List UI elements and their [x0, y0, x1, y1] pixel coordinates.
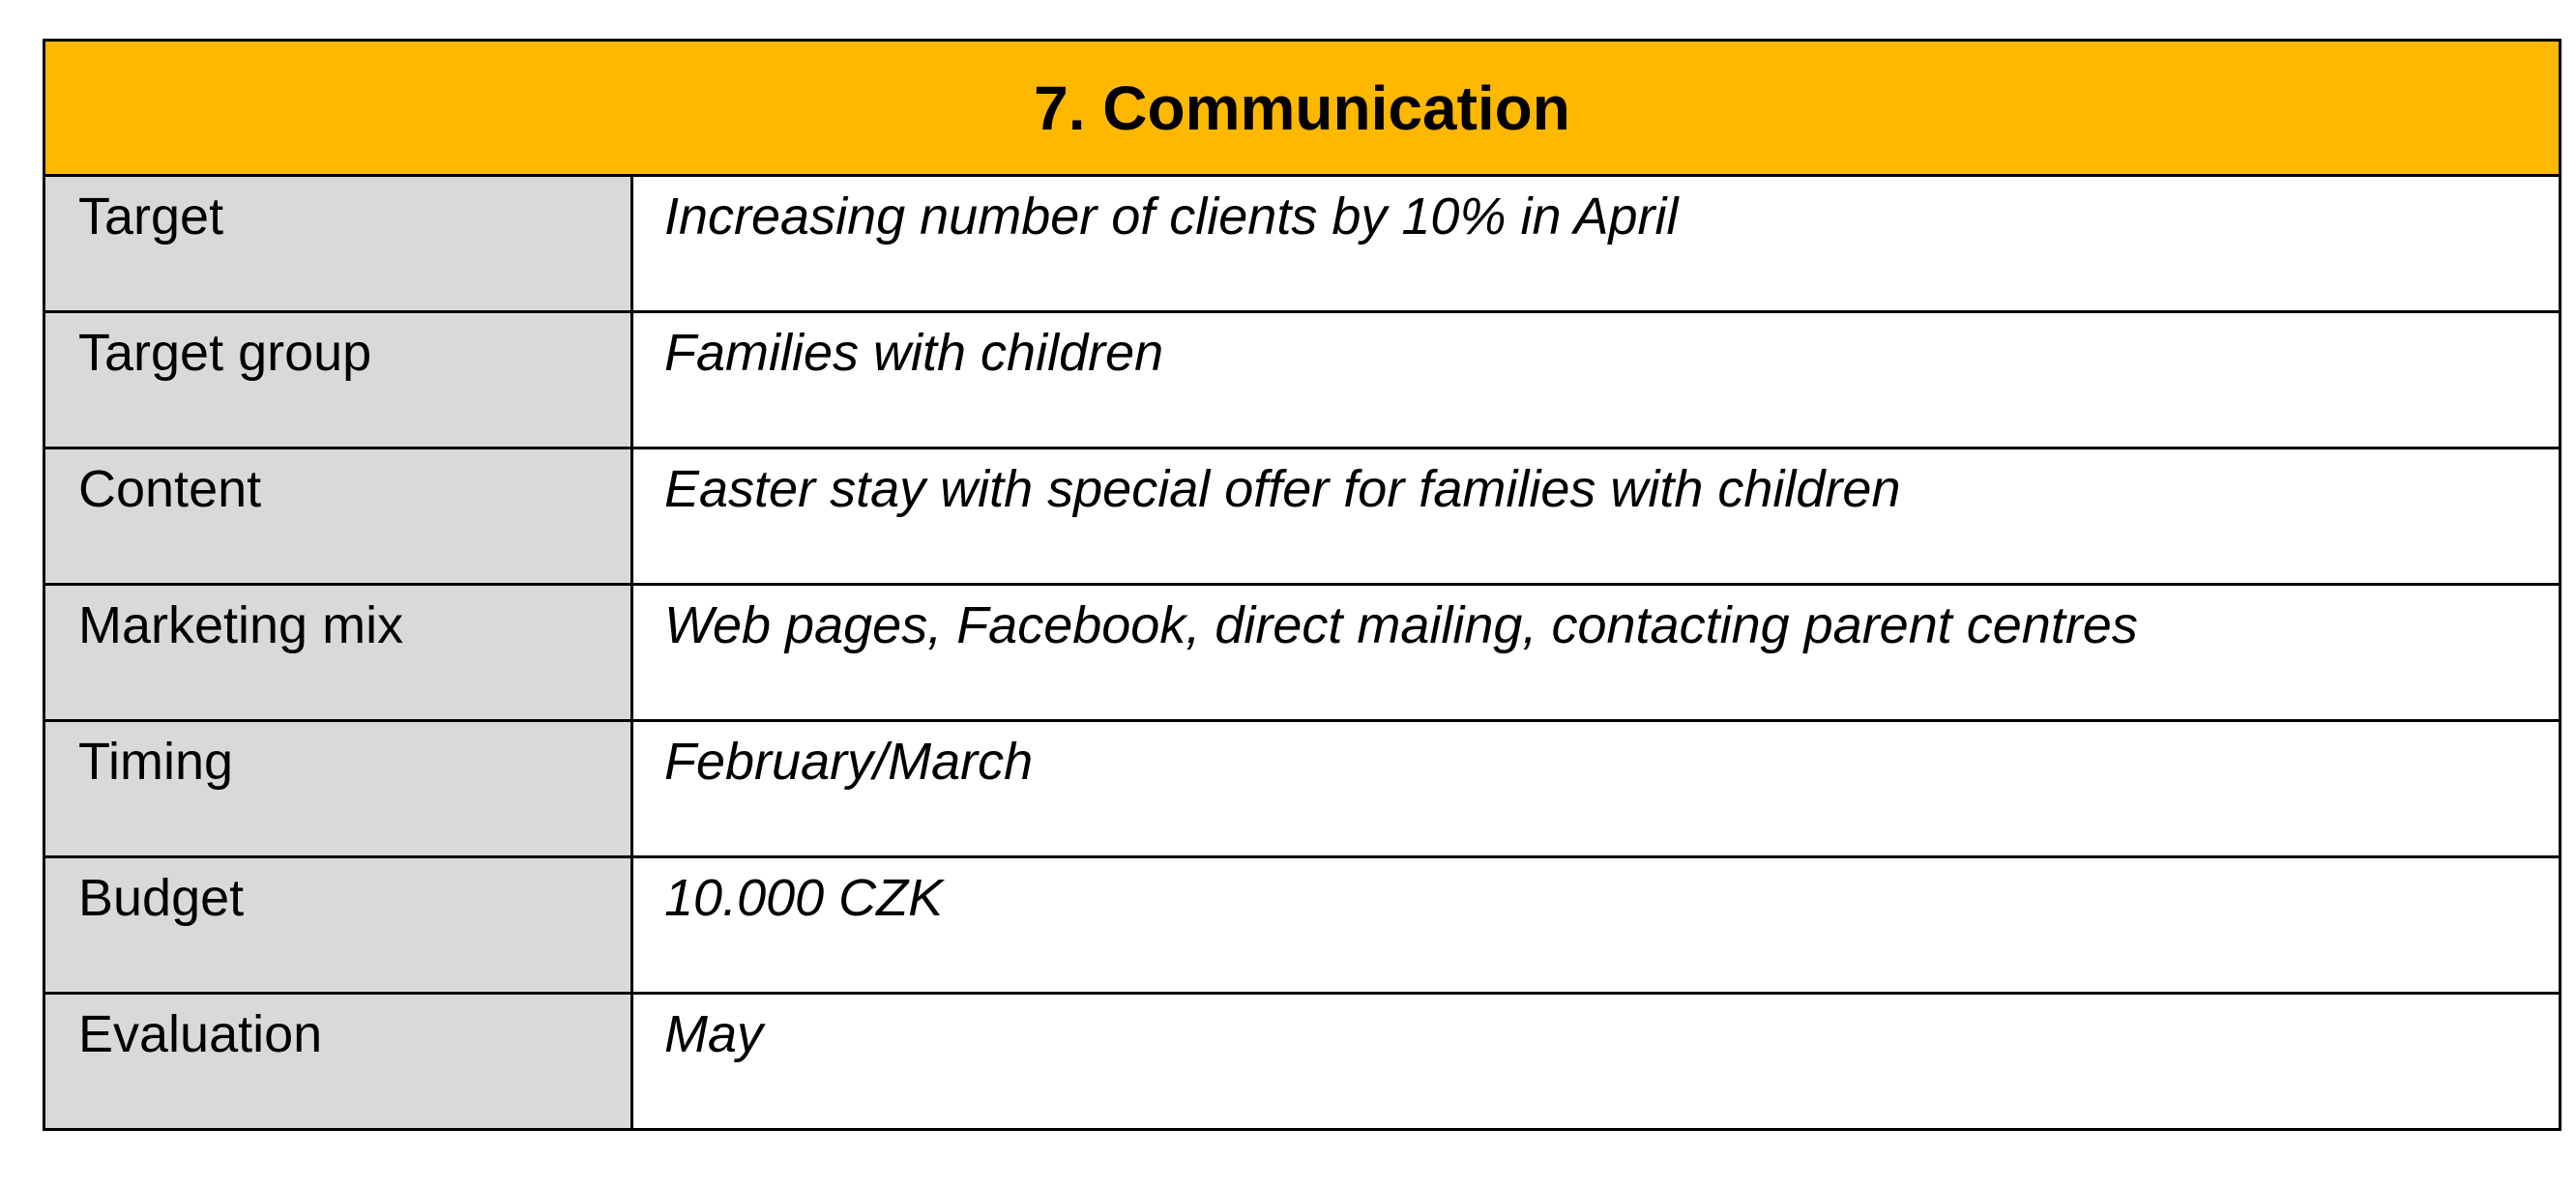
row-value: Families with children — [632, 312, 2561, 448]
row-value: Easter stay with special offer for families with children — [632, 448, 2561, 585]
row-label: Target group — [44, 312, 632, 448]
table-row-timing — [44, 721, 2561, 857]
table-row-marketing-mix — [44, 585, 2561, 721]
row-label: Evaluation — [44, 994, 632, 1130]
row-value: 10.000 CZK — [632, 857, 2561, 994]
communication-table — [43, 39, 2561, 1131]
table-row-target-group — [44, 312, 2561, 448]
table-row-evaluation — [44, 994, 2561, 1130]
row-value: February/March — [632, 721, 2561, 857]
row-value: Web pages, Facebook, direct mailing, contacting parent centres — [632, 585, 2561, 721]
row-label: Timing — [44, 721, 632, 857]
table-row-budget — [44, 857, 2561, 994]
table-row-content — [44, 448, 2561, 585]
row-label: Budget — [44, 857, 632, 994]
row-label: Target — [44, 176, 632, 312]
row-value: May — [632, 994, 2561, 1130]
row-value: Increasing number of clients by 10% in April — [632, 176, 2561, 312]
table-row-target — [44, 176, 2561, 312]
table-title: 7. Communication — [44, 41, 2561, 176]
row-label: Marketing mix — [44, 585, 632, 721]
row-label: Content — [44, 448, 632, 585]
table-header-row — [44, 41, 2561, 176]
